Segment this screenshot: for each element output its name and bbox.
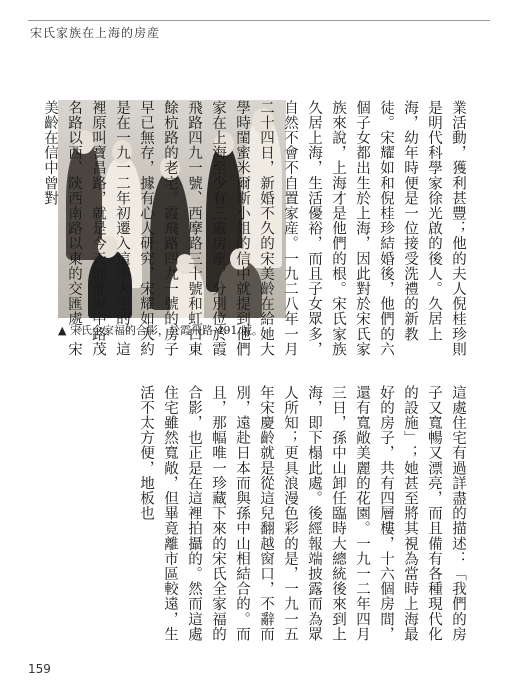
running-title: 宋氏家族在上海的房産	[30, 26, 161, 40]
photo-caption: ▲ 宋氏全家福的合影，於霞飛路 491 號。	[58, 324, 263, 337]
body-text-upper: 業活動，獲利甚豐；他的夫人倪桂珍則是明代科學家徐光啟的後人。久居上海，幼年時便是一位接受洗禮的新教徒。宋耀如和倪桂珍結婚後，他們的六個子女都出生於上海，因此對於宋氏家族來說，上海才是他們的根。宋氏家族久居上海，生活優裕，而且子女眾多，自然不會不自置家産。一九二八年一月二十四日，新婚不久的宋美齡在給她大學時閨蜜米爾斯小姐的信中就提到他們家在上海至少有三處房産，分別位於霞飛路四九一號、西摩路三十號和虹口東餘杭路的老宅。霞飛路四九一號的房子早已無存，據有心人研究，宋耀如大約是在一九一二年初遷入這座大宅的。這裡原叫寶昌路，就是今天的淮海中路茂名路以西、陝西南路以東的交匯處。宋美齡在信中曾對	[42, 100, 466, 357]
body-text-lower: 這處住宅有過詳盡的描述：「我們的房子又寬暢又漂亮，而且備有各種現代化的設施」；她甚至將其視為當時上海最好的房子，共有四層樓，十六個房間，還有寬敞美麗的花園。一九一二年四月三日，孫中山卸任臨時大總統後來到上海，即下榻此處。後經報端披露而為眾人所知；更具浪漫色彩的是，一九一五年宋慶齡就是從這兒翻越窗口，不辭而別，遠赴日本而與孫中山相結合的。而且，那幅唯一珍藏下來的宋氏全家福的合影，也正是在這裡拍攝的。然而這處住宅雖然寬敞，但畢竟離市區較遠，生活不太方便，地板也	[138, 385, 466, 642]
page-number: 159	[28, 662, 51, 676]
header-rule	[28, 20, 490, 21]
